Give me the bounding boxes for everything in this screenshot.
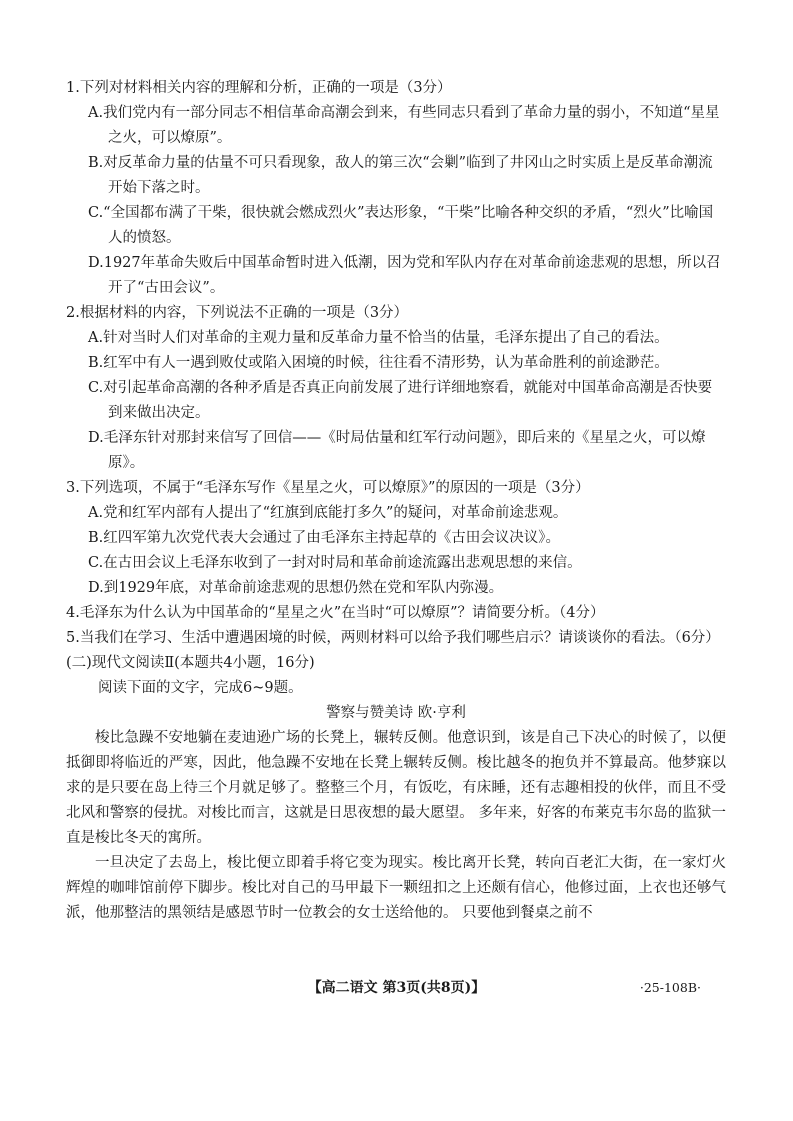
option-a: A.我们党内有一部分同志不相信革命高潮会到来，有些同志只看到了革命力量的弱小，不知道“星星之火，可以燎原”。 — [88, 105, 720, 146]
page-content — [66, 76, 726, 926]
option-c: C.对引起革命高潮的各种矛盾是否真正向前发展了进行详细地察看，就能对中国革命高潮是否快要到来做出决定。 — [88, 380, 713, 421]
question-stem: 2.根据材料的内容，下列说法不正确的一项是（3分） — [66, 305, 409, 321]
option-b: B.对反革命力量的估量不可只看现象，敌人的第三次“会剿”临到了井冈山之时实质上是反革命潮流开始下落之时。 — [88, 155, 713, 196]
section-heading: (二)现代文阅读Ⅱ(本题共4小题，16分) — [66, 655, 315, 671]
option-d: D.毛泽东针对那封来信写了回信——《时局估量和红军行动问题》，即后来的《星星之火，可以燎原》。 — [88, 430, 706, 471]
question-5: 5.当我们在学习、生活中遭遇困境的时候，两则材料可以给予我们哪些启示？请谈谈你的看法。（6分） — [66, 630, 720, 646]
option-d: D.到1929年底，对革命前途悲观的思想仍然在党和军队内弥漫。 — [88, 580, 504, 596]
option-a: A.党和红军内部有人提出了“红旗到底能打多久”的疑问，对革命前途悲观。 — [88, 505, 568, 521]
option-b: B.红四军第九次党代表大会通过了由毛泽东主持起草的《古田会议决议》。 — [88, 530, 561, 546]
story-paragraph: 一旦决定了去岛上，梭比便立即着手将它变为现实。梭比离开长凳，转向百老汇大街，在一家灯火辉煌的咖啡馆前停下脚步。梭比对自己的马甲最下一颗纽扣之上还颇有信心，他修过面，上衣也还够气派，他那整洁的黑领结是感恩节时一位教会的女士送给他的。 只要他到餐桌之前不 — [66, 855, 726, 921]
question-1 — [66, 76, 726, 301]
section-instruction: 阅读下面的文字，完成6~9题。 — [98, 680, 303, 696]
option-b: B.红军中有人一遇到败仗或陷入困境的时候，往往看不清形势，认为革命胜利的前途渺茫。 — [88, 355, 669, 371]
question-2 — [66, 301, 726, 476]
option-c: C.“全国都布满了干柴，很快就会燃成烈火”表达形象，“干柴”比喻各种交织的矛盾，“烈火”比喻国人的愤怒。 — [88, 205, 714, 246]
page-info: 【高二语文 第3页(共8页)】 — [307, 980, 486, 996]
option-d: D.1927年革命失败后中国革命暂时进入低潮，因为党和军队内存在对革命前途悲观的思想，所以召开了“古田会议”。 — [88, 255, 721, 296]
question-4: 4.毛泽东为什么认为中国革命的“星星之火”在当时“可以燎原”？请简要分析。（4分） — [66, 605, 605, 621]
question-stem: 1.下列对材料相关内容的理解和分析，正确的一项是（3分） — [66, 80, 452, 96]
question-3 — [66, 476, 726, 601]
exam-code: ·25-108B· — [639, 980, 701, 995]
option-a: A.针对当时人们对革命的主观力量和反革命力量不恰当的估量，毛泽东提出了自己的看法。 — [88, 330, 669, 346]
option-c: C.在古田会议上毛泽东收到了一封对时局和革命前途流露出悲观思想的来信。 — [88, 555, 582, 571]
story-paragraph: 梭比急躁不安地躺在麦迪逊广场的长凳上，辗转反侧。他意识到，该是自己下决心的时候了，以便抵御即将临近的严寒，因此，他急躁不安地在长凳上辗转反侧。梭比越冬的抱负并不算最高。他梦寐以求的是只要在岛上待三个月就足够了。整整三个月，有饭吃，有床睡，还有志趣相投的伙伴，而且不受北风和警察的侵扰。对梭比而言，这就是日思夜想的最大愿望。 多年来，好客的布莱克韦尔岛的监狱一直是梭比冬天的寓所。 — [66, 730, 726, 846]
question-stem: 3.下列选项，不属于“毛泽东写作《星星之火，可以燎原》”的原因的一项是（3分） — [66, 480, 590, 496]
page-footer — [0, 975, 793, 1001]
story-title: 警察与赞美诗 欧·亨利 — [326, 705, 466, 721]
